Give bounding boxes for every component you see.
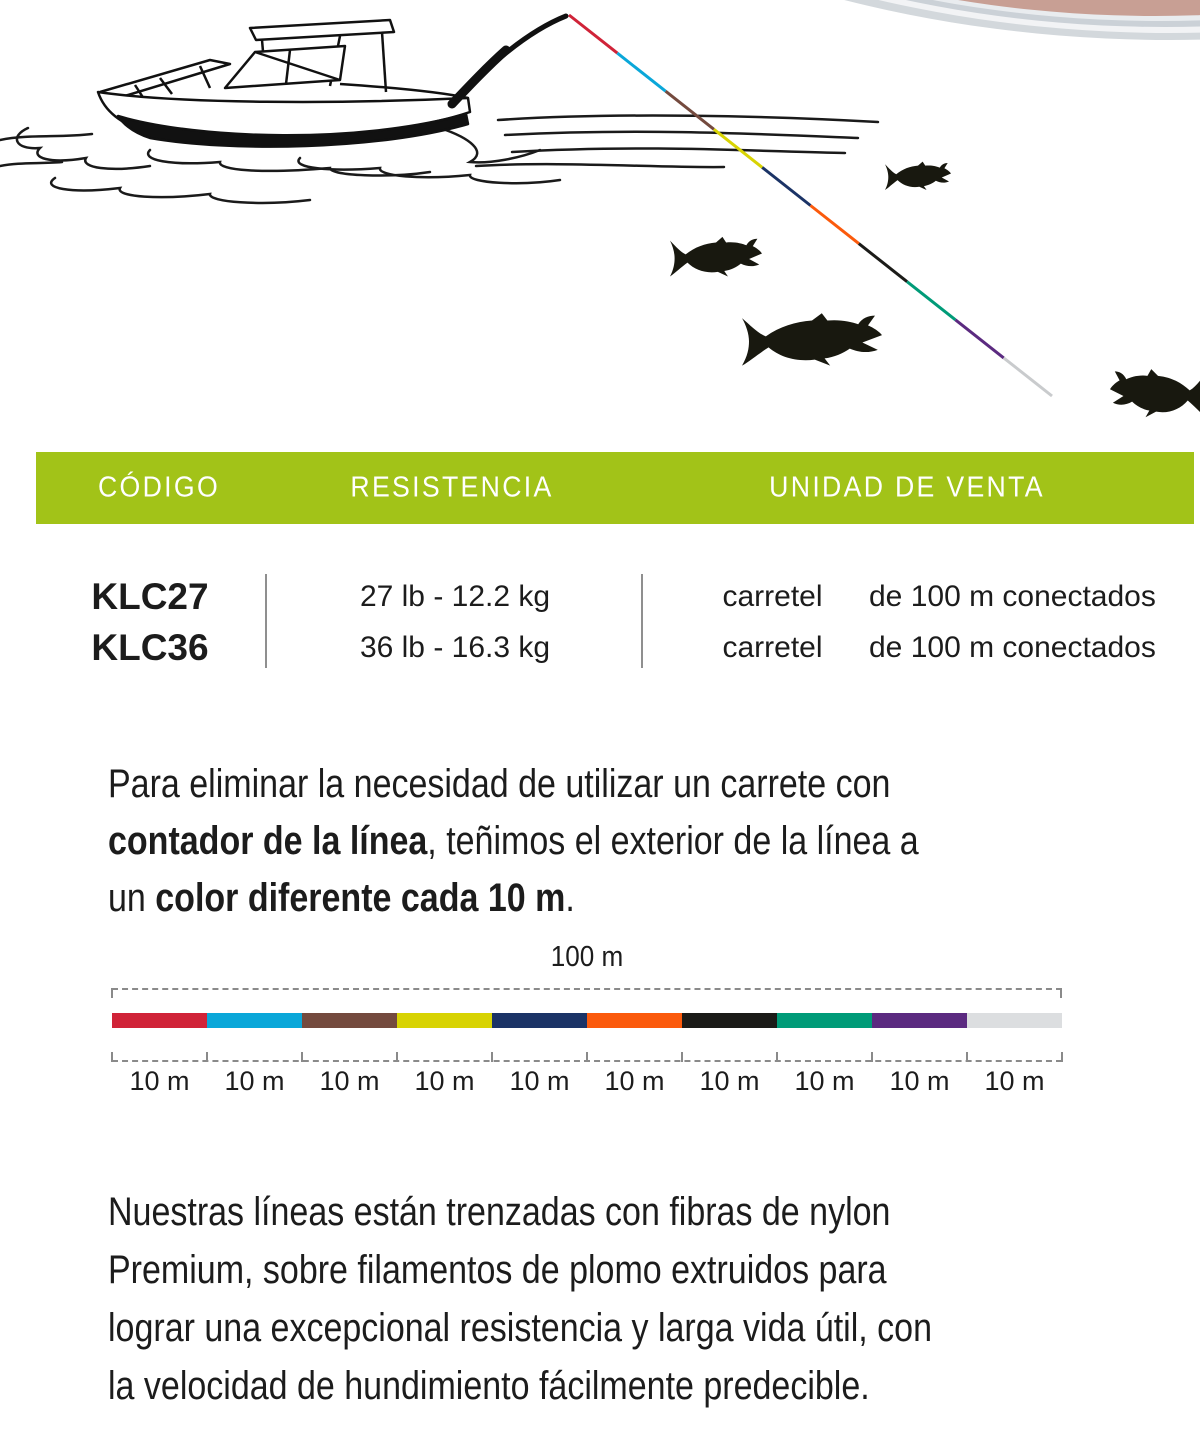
- color-segment-black: [682, 1013, 777, 1028]
- codigo-cell: KLC36: [91, 627, 209, 668]
- unidad-tipo-cell: carretel: [722, 580, 823, 613]
- paragraph-line: la velocidad de hundimiento fácilmente predecible.: [108, 1364, 870, 1408]
- color-segment-red: [112, 1013, 207, 1028]
- color-segment-yellow: [397, 1013, 492, 1028]
- interval-label: 10 m: [224, 1066, 285, 1096]
- header-unidad-de-venta: UNIDAD DE VENTA: [769, 471, 1045, 504]
- leadcore-line-segment: [1004, 358, 1052, 396]
- ruler-tick: [111, 1052, 113, 1062]
- line-color-bar: [112, 1013, 1062, 1028]
- interval-label: 10 m: [129, 1066, 190, 1096]
- leadcore-line-segment: [617, 53, 665, 91]
- fish-icon: [670, 237, 762, 277]
- leadcore-line-segment: [569, 15, 617, 53]
- ruler-tick: [206, 1052, 208, 1062]
- color-segment-cyan: [207, 1013, 302, 1028]
- interval-label: 10 m: [699, 1066, 760, 1096]
- table-row: [0, 571, 1200, 623]
- color-segment-orange: [587, 1013, 682, 1028]
- fish-icon: [1110, 369, 1200, 417]
- unidad-detalle-cell: de 100 m conectados: [869, 631, 1156, 664]
- ruler-tick: [491, 1052, 493, 1062]
- intro-paragraph: [108, 756, 1086, 927]
- ruler-tick: [586, 1052, 588, 1062]
- fish-icon: [742, 313, 882, 365]
- interval-label: 10 m: [794, 1066, 855, 1096]
- paragraph-line: lograr una excepcional resistencia y larga vida útil, con: [108, 1306, 933, 1350]
- total-length-label: 100 m: [550, 941, 624, 973]
- interval-label: 10 m: [604, 1066, 665, 1096]
- codigo-cell: KLC27: [91, 576, 209, 617]
- resistencia-cell: 27 lb - 12.2 kg: [359, 580, 551, 613]
- unidad-tipo-cell: carretel: [722, 631, 823, 664]
- total-length-bracket: [112, 988, 1062, 990]
- unidad-detalle-cell: de 100 m conectados: [869, 580, 1156, 613]
- leadcore-line-segment: [666, 91, 714, 129]
- interval-label: 10 m: [984, 1066, 1045, 1096]
- paragraph-line: Nuestras líneas están trenzadas con fibras de nylon: [108, 1190, 891, 1234]
- color-segment-teal: [777, 1013, 872, 1028]
- leadcore-line-segment: [955, 320, 1003, 358]
- paragraph-line: contador de la línea, teñimos el exterior de la línea a: [108, 819, 919, 863]
- bracket-tick: [111, 988, 113, 998]
- table-row: [0, 622, 1200, 674]
- fish-icon: [885, 162, 951, 190]
- leadcore-line-segment: [811, 206, 859, 244]
- column-divider: [265, 574, 267, 668]
- ruler-tick: [1061, 1052, 1063, 1062]
- color-segment-silver: [967, 1013, 1062, 1028]
- ruler-tick: [396, 1052, 398, 1062]
- body-paragraph: [108, 1183, 1086, 1415]
- header-resistencia: RESISTENCIA: [350, 471, 554, 504]
- bracket-tick: [1060, 988, 1062, 998]
- ruler-tick: [871, 1052, 873, 1062]
- header-codigo: CÓDIGO: [97, 471, 221, 504]
- interval-label: 10 m: [889, 1066, 950, 1096]
- boat-illustration: [98, 20, 470, 147]
- color-segment-brown: [302, 1013, 397, 1028]
- interval-label: 10 m: [319, 1066, 380, 1096]
- leadcore-line-segment: [762, 167, 810, 205]
- paragraph-line: Para eliminar la necesidad de utilizar un carrete con: [108, 762, 891, 806]
- column-divider: [641, 574, 643, 668]
- illustration: [0, 0, 1200, 440]
- paragraph-line: Premium, sobre filamentos de plomo extruidos para: [108, 1248, 887, 1292]
- spool-photo: [270, 0, 1200, 40]
- paragraph-line: un color diferente cada 10 m.: [108, 876, 575, 920]
- interval-label: 10 m: [414, 1066, 475, 1096]
- ruler-tick: [301, 1052, 303, 1062]
- resistencia-cell: 36 lb - 16.3 kg: [359, 631, 551, 664]
- ruler-tick: [776, 1052, 778, 1062]
- ruler-tick: [681, 1052, 683, 1062]
- interval-label: 10 m: [509, 1066, 570, 1096]
- leadcore-line-segment: [907, 282, 955, 320]
- color-segment-purple: [872, 1013, 967, 1028]
- table-header-bar: [36, 452, 1194, 524]
- leadcore-line-segment: [859, 244, 907, 282]
- ruler-tick: [966, 1052, 968, 1062]
- fishing-rod-butt: [452, 50, 506, 104]
- color-segment-navy: [492, 1013, 587, 1028]
